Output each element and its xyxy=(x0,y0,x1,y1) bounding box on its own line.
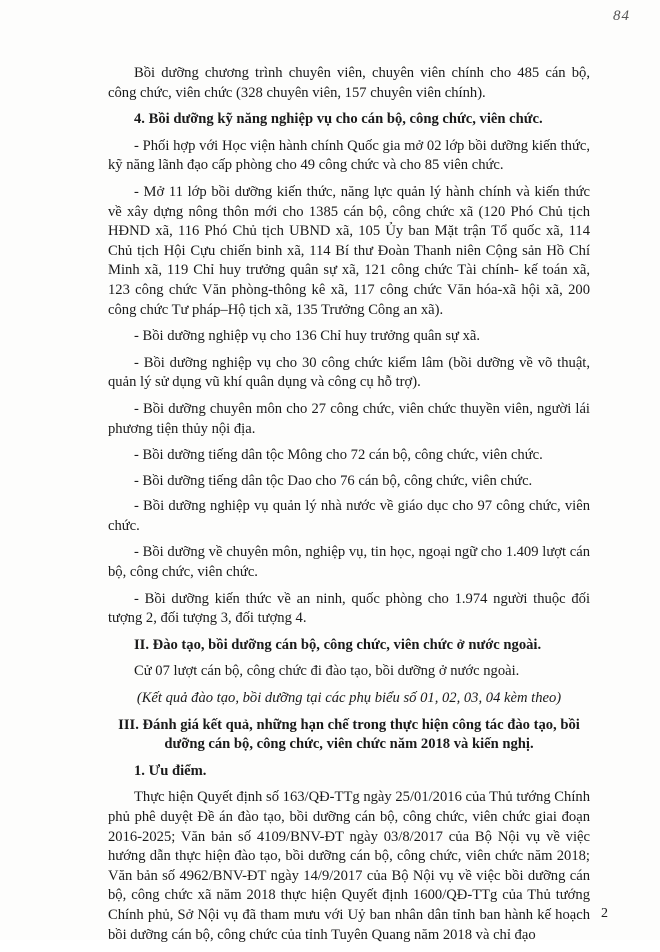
handwritten-page-mark: 84 xyxy=(613,8,630,24)
paragraph-military-commanders: - Bồi dưỡng nghiệp vụ cho 136 Chỉ huy trưởng quân sự xã. xyxy=(134,328,481,345)
subsection-heading-strengths: 1. Ưu điểm. xyxy=(134,762,207,779)
paragraph-academy-cooperation: - Phối hợp với Học viện hành chính Quốc gia mở 02 lớp bồi dưỡng kiến thức, kỹ năng lãnh đạo cấp phòng cho 49 công chức và cho 85 viên chức. xyxy=(108,137,590,174)
paragraph-implementation: Thực hiện Quyết định số 163/QĐ-TTg ngày 25/01/2016 của Thủ tướng Chính phủ phê duyệt Đề án đào tạo, bồi dưỡng cán bộ, công chức, viên chức giai đoạn 2016-2025; Văn bản số 4109/BNV-ĐT ngày 03/8/2017 của Bộ Nội vụ về việc hướng dẫn thực hiện đào tạo, bồi dưỡng cán bộ, công chức, viên chức năm 2018; Văn bản số 4962/BNV-ĐT ngày 14/9/2017 của Bộ Nội vụ về việc bồi dưỡng cán bộ, công chức xã năm 2018 thực hiện Quyết định 1600/QĐ-TTg của Thủ tướng Chính phủ, Sở Nội vụ đã tham mưu với Uỷ ban nhân dân tỉnh ban hành kế hoạch bồi dưỡng cán bộ, công chức của tỉnh Tuyên Quang năm 2018 và chỉ đạo xyxy=(108,789,590,943)
paragraph-it-language: - Bồi dưỡng về chuyên môn, nghiệp vụ, tin học, ngoại ngữ cho 1.409 lượt cán bộ, công chức, viên chức. xyxy=(108,544,590,581)
section-heading-iii: III. Đánh giá kết quả, những hạn chế trong thực hiện công tác đào tạo, bồi dưỡng cán bộ, công chức, viên chức năm 2018 và kiến nghị. xyxy=(118,716,580,753)
appendix-note: (Kết quả đào tạo, bồi dưỡng tại các phụ biểu số 01, 02, 03, 04 kèm theo) xyxy=(136,690,562,707)
section-heading-ii: II. Đào tạo, bồi dưỡng cán bộ, công chức, viên chức ở nước ngoài. xyxy=(134,636,542,653)
paragraph-dao-language: - Bồi dưỡng tiếng dân tộc Dao cho 76 cán bộ, công chức, viên chức. xyxy=(134,472,533,489)
paragraph-boat-crew: - Bồi dưỡng chuyên môn cho 27 công chức, viên chức thuyền viên, người lái phương tiện thủy nội địa. xyxy=(108,400,590,437)
paragraph-mong-language: - Bồi dưỡng tiếng dân tộc Mông cho 72 cán bộ, công chức, viên chức. xyxy=(134,447,543,464)
paragraph-commune-training: - Mở 11 lớp bồi dưỡng kiến thức, năng lực quản lý hành chính và kiến thức về xây dựng nông thôn mới cho 1385 cán bộ, công chức xã (120 Phó Chủ tịch HĐND xã, 116 Phó Chủ tịch UBND xã, 105 Ủy ban Mặt trận Tổ quốc xã, 114 Chủ tịch Hội Cựu chiến binh xã, 114 Bí thư Đoàn Thanh niên Cộng sản Hồ Chí Minh xã, 119 Chỉ huy trưởng quân sự xã, 121 công chức Tài chính- kế toán xã, 123 công chức Văn phòng-thông kê xã, 117 công chức Văn hóa-xã hội xã, 200 công chức Tư pháp–Hộ tịch xã, 135 Trưởng Công an xã). xyxy=(108,183,590,318)
document-body xyxy=(108,64,590,952)
paragraph-training-program: Bồi dưỡng chương trình chuyên viên, chuyên viên chính cho 485 cán bộ, công chức, viên chức (328 chuyên viên, 157 chuyên viên chính). xyxy=(108,65,590,101)
section-heading-4: 4. Bồi dưỡng kỹ năng nghiệp vụ cho cán bộ, công chức, viên chức. xyxy=(134,111,543,128)
paragraph-forest-rangers: - Bồi dưỡng nghiệp vụ cho 30 công chức kiểm lâm (bồi dưỡng về võ thuật, quản lý sử dụng vũ khí quân dụng và công cụ hỗ trợ). xyxy=(108,354,590,391)
paragraph-overseas-training: Cử 07 lượt cán bộ, công chức đi đào tạo, bồi dưỡng ở nước ngoài. xyxy=(134,663,520,680)
paragraph-security-defense: - Bồi dưỡng kiến thức về an ninh, quốc phòng cho 1.974 người thuộc đối tượng 2, đối tượng 3, đối tượng 4. xyxy=(108,590,590,627)
paragraph-education-management: - Bồi dưỡng nghiệp vụ quản lý nhà nước về giáo dục cho 97 công chức, viên chức. xyxy=(108,498,590,534)
page-number: 2 xyxy=(601,906,608,921)
